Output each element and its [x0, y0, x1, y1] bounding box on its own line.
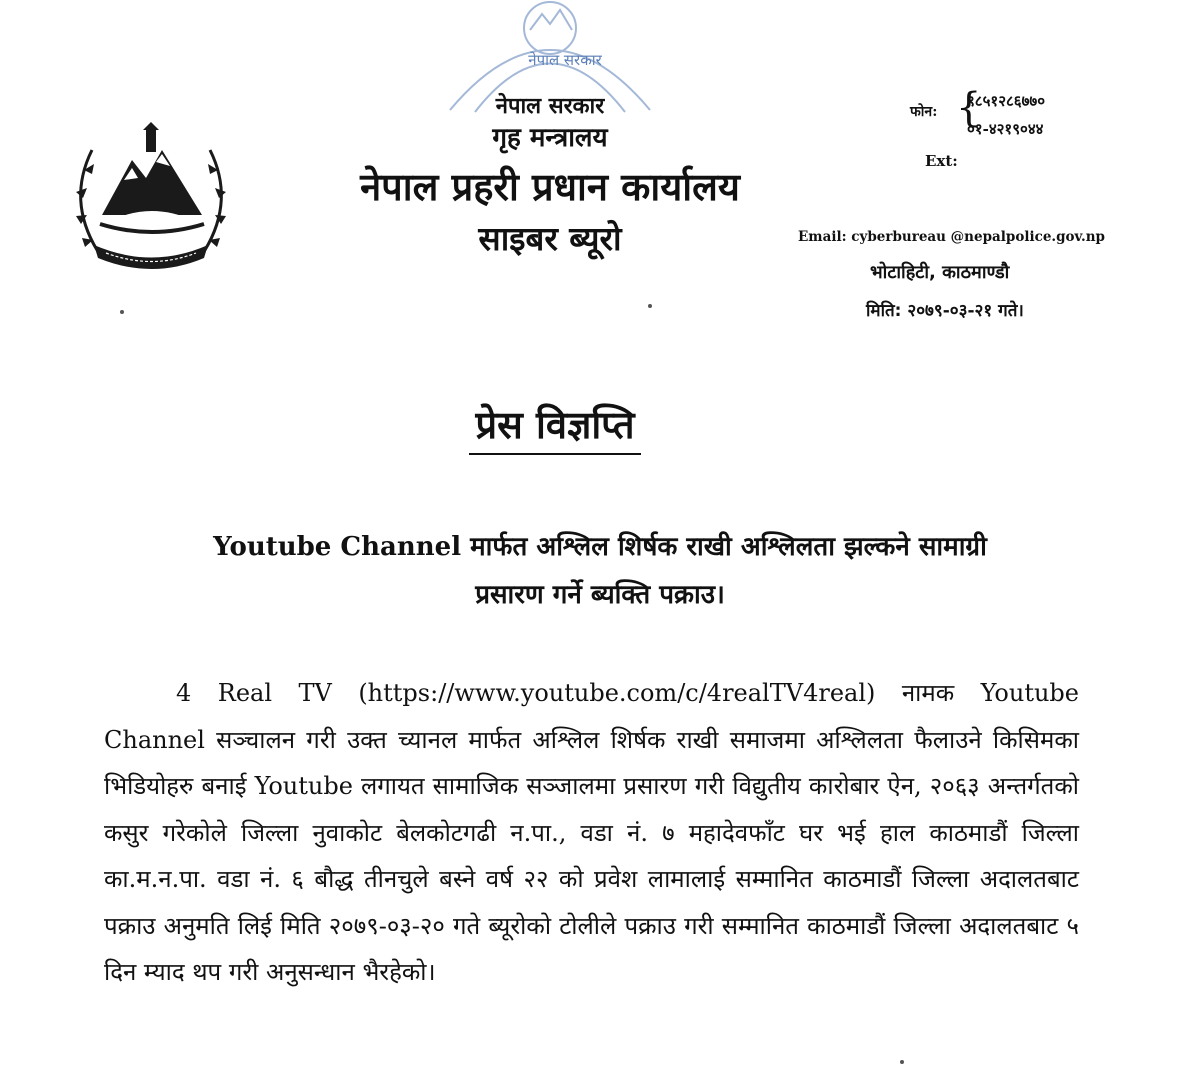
stamp-text: नेपाल सरकार: [528, 51, 602, 69]
email-address: Email: cyberbureau @nepalpolice.gov.np: [798, 229, 1105, 245]
brace-icon: {: [956, 85, 982, 131]
scan-speck: [120, 310, 124, 314]
body-paragraph: 4 Real TV (https://www.youtube.com/c/4realTV4real) नामक Youtube Channel सञ्चालन गरी उक्त च्यानल मार्फत अश्लिल शिर्षक राखी समाजमा अश्लिलता फैलाउने किसिमका भिडियोहरु बनाई Youtube लगायत सामाजिक सञ्जालमा प्रसारण गरी विद्युतीय कारोबार ऐन, २०६३ अन्तर्गतको कसुर गरेकोले जिल्ला नुवाकोट बेलकोटगढी न.पा., वडा नं. ७ महादेवफाँट घर भई हाल काठमाडौं जिल्ला का.म.न.पा. वडा नं. ६ बौद्ध तीनचुले बस्ने वर्ष २२ को प्रवेश लामालाई सम्मानित काठमाडौं जिल्ला अदालतबाट पक्राउ अनुमति लिई मिति २०७९-०३-२० गते ब्यूरोको टोलीले पक्राउ गरी सम्मानित काठमाडौं जिल्ला अदालतबाट ५ दिन म्याद थप गरी अनुसन्धान भैरहेको।: [104, 679, 1079, 986]
headline: [100, 523, 1100, 619]
ext-label: Ext:: [925, 152, 958, 170]
office-address: भोटाहिटी, काठमाण्डौ: [870, 262, 1010, 283]
phone-label: फोन:: [910, 104, 938, 120]
bureau-name: साइबर ब्यूरो: [478, 219, 622, 258]
scan-speck: [648, 304, 652, 308]
ministry-name: गृह मन्त्रालय: [492, 123, 608, 153]
document-title: [0, 398, 1110, 450]
office-name: नेपाल प्रहरी प्रधान कार्यालय: [360, 165, 740, 209]
document-title-text: प्रेस विज्ञप्ति: [469, 403, 640, 455]
scan-speck: [900, 1060, 904, 1064]
headline-line-1: Youtube Channel मार्फत अश्लिल शिर्षक राखी अश्लिलता झल्कने सामाग्री: [213, 532, 987, 562]
phone-number-2: ०१-४२१९०४४: [967, 120, 1044, 138]
headline-line-2: प्रसारण गर्ने ब्यक्ति पक्राउ।: [475, 580, 725, 610]
nepal-emblem-icon: [62, 120, 240, 272]
phone-number-1: ९८५१२८६७७०: [967, 92, 1046, 110]
govt-name: नेपाल सरकार: [495, 94, 605, 119]
issue-date: मिति: २०७९-०३-२१ गते।: [866, 301, 1024, 321]
